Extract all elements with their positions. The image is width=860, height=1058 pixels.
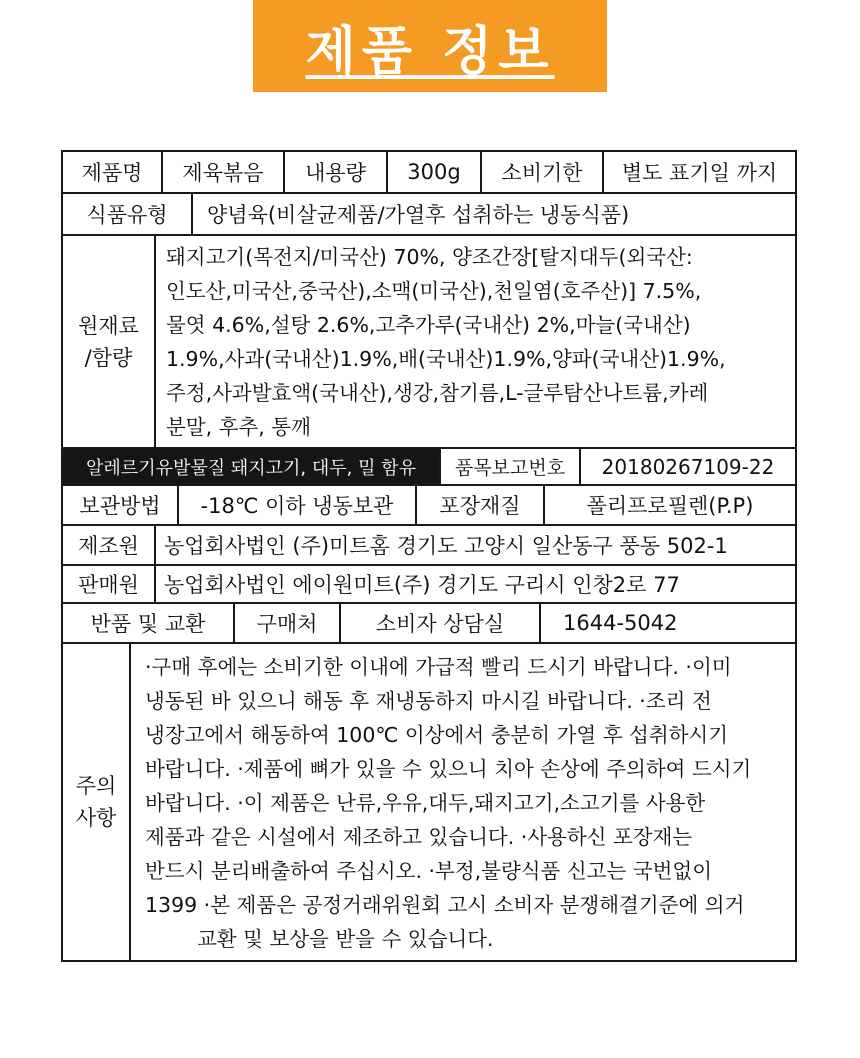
returns-where: 구매처: [235, 604, 341, 642]
storage-value: -18℃ 이하 냉동보관: [179, 486, 417, 524]
product-name-value: 제육볶음: [163, 152, 285, 192]
seller-value: 농업회사법인 에이원미트(주) 경기도 구리시 인창2로 77: [164, 573, 680, 597]
caution-line: 바랍니다. ·제품에 뼈가 있을 수 있으니 치아 손상에 주의하여 드시기: [145, 757, 752, 781]
volume-value: 300g: [388, 152, 482, 192]
report-number-value: 20180267109-22: [601, 454, 775, 479]
ingredients-line: 주정,사과발효액(국내산),생강,참기름,L-글루탐산나트륨,카레: [166, 381, 709, 405]
ingredients-line: 1.9%,사과(국내산)1.9%,배(국내산)1.9%,양파(국내산)1.9%,: [166, 347, 726, 371]
volume-label: 내용량: [285, 152, 388, 192]
packaging-material-label: 포장재질: [417, 486, 545, 524]
ingredients-line: 물엿 4.6%,설탕 2.6%,고추가루(국내산) 2%,마늘(국내산): [166, 313, 691, 337]
caution-text: [131, 644, 795, 960]
title-banner: [253, 0, 607, 92]
food-type-label: 식품유형: [63, 194, 193, 234]
table-row-ingredients: [63, 236, 795, 449]
ingredients-text: [156, 236, 795, 447]
ingredients-label-line2: /함량: [84, 345, 133, 370]
returns-label: 반품 및 교환: [63, 604, 235, 642]
expiry-label: 소비기한: [482, 152, 604, 192]
ingredients-line: 돼지고기(목전지/미국산) 70%, 양조간장[탈지대두(외국산:: [166, 245, 693, 269]
caution-line: 1399 ·본 제품은 공정거래위원회 고시 소비자 분쟁해결기준에 의거: [145, 893, 745, 917]
caution-line: 바랍니다. ·이 제품은 난류,우유,대두,돼지고기,소고기를 사용한: [145, 791, 706, 815]
table-row-seller: [63, 566, 795, 604]
table-row-food-type: [63, 194, 795, 236]
allergy-notice: 알레르기유발물질 돼지고기, 대두, 밀 함유: [63, 449, 441, 484]
caution-line: 냉동된 바 있으니 해동 후 재냉동하지 마시길 바랍니다. ·조리 전: [145, 689, 712, 713]
storage-label: 보관방법: [63, 486, 179, 524]
manufacturer-label: 제조원: [63, 526, 156, 564]
caution-line: ·구매 후에는 소비기한 이내에 가급적 빨리 드시기 바랍니다. ·이미: [145, 655, 732, 679]
product-name-label: 제품명: [63, 152, 163, 192]
caution-label-line2: 사항: [75, 806, 117, 830]
consumer-center-phone: 1644-5042: [563, 611, 678, 635]
product-info-table: [61, 150, 797, 962]
packaging-material-value: 폴리프로필렌(P.P): [586, 494, 754, 518]
consumer-center-label: 소비자 상담실: [341, 604, 541, 642]
manufacturer-value: 농업회사법인 (주)미트홈 경기도 고양시 일산동구 풍동 502-1: [164, 534, 728, 558]
table-row-manufacturer: [63, 526, 795, 566]
table-row-storage: [63, 486, 795, 526]
caution-line: 교환 및 보상을 받을 수 있습니다.: [197, 927, 494, 951]
food-type-value: 양념육(비살균제품/가열후 섭취하는 냉동식품): [207, 203, 630, 227]
report-number-label: 품목보고번호: [441, 449, 581, 484]
expiry-value: 별도 표기일 까지: [621, 161, 778, 185]
caution-label: [63, 644, 131, 960]
seller-label: 판매원: [63, 566, 156, 602]
caution-line: 제품과 같은 시설에서 제조하고 있습니다. ·사용하신 포장재는: [145, 825, 693, 849]
caution-label-line1: 주의: [75, 774, 117, 798]
ingredients-label: [63, 236, 156, 447]
caution-line: 반드시 분리배출하여 주십시오. ·부정,불량식품 신고는 국번없이: [145, 859, 713, 883]
table-row-allergy: [63, 449, 795, 486]
ingredients-line: 분말, 후추, 통깨: [166, 415, 311, 439]
ingredients-line: 인도산,미국산,중국산),소맥(미국산),천일염(호주산)] 7.5%,: [166, 279, 702, 303]
ingredients-label-line1: 원재료: [78, 313, 139, 338]
table-row-product: [63, 152, 795, 194]
caution-line: 냉장고에서 해동하여 100℃ 이상에서 충분히 가열 후 섭취하시기: [145, 723, 729, 747]
page-title: 제품 정보: [305, 21, 555, 82]
table-row-returns: [63, 604, 795, 644]
table-row-caution: [63, 644, 795, 960]
